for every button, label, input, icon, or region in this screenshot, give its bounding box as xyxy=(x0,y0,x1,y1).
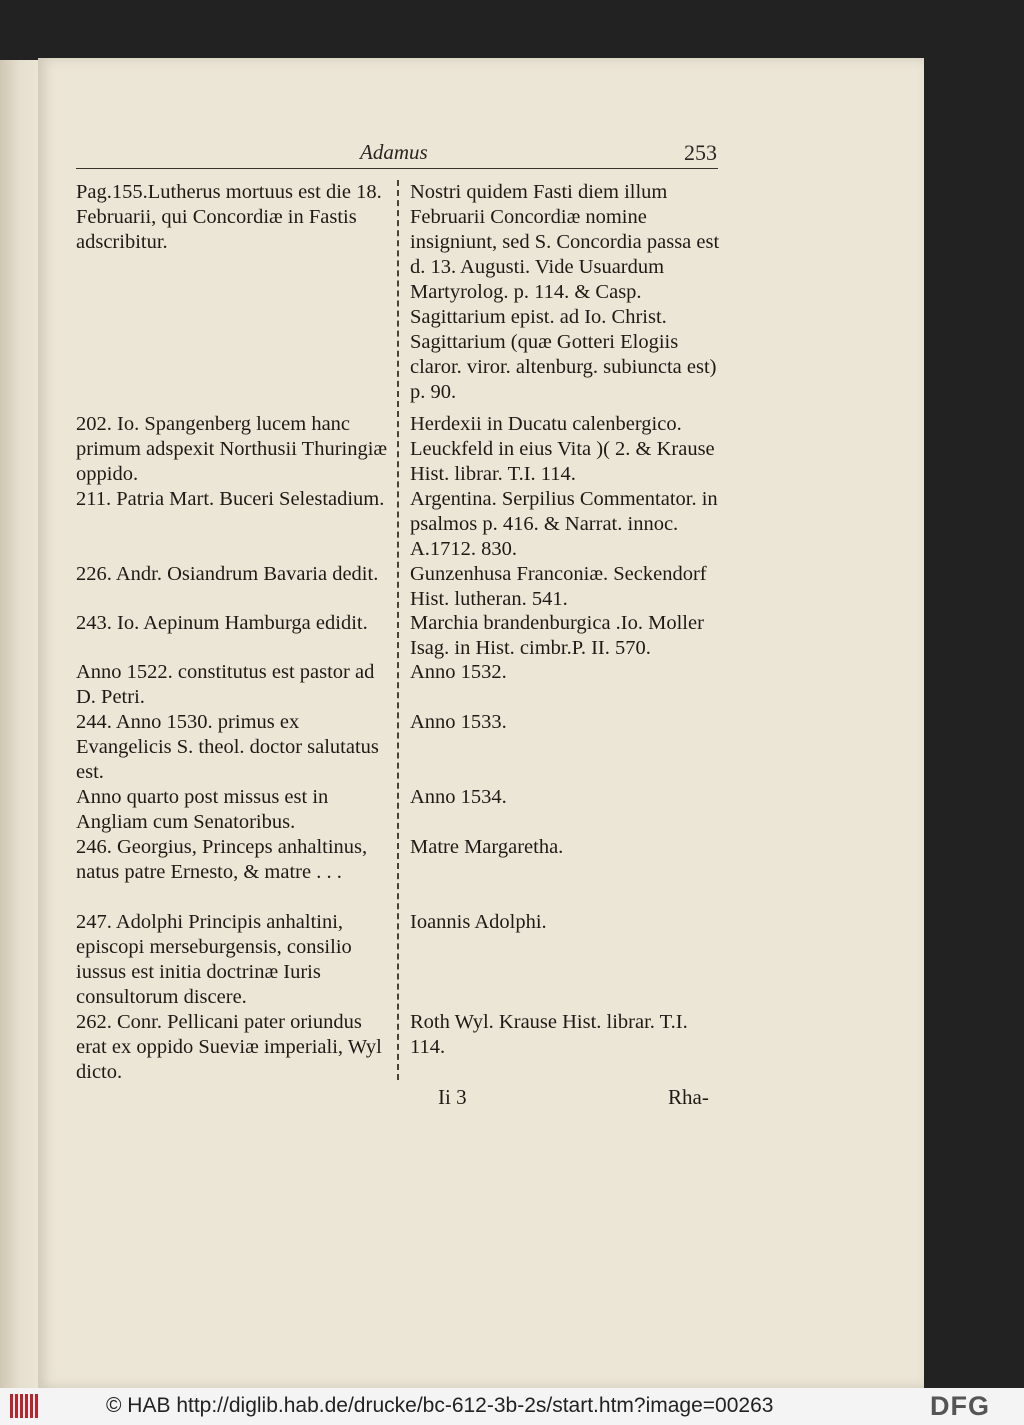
left-entry-9: 246. Georgius, Princeps anhaltinus, natus patre Ernesto, & matre . . . xyxy=(76,836,368,883)
dfg-logo: DFG xyxy=(930,1391,990,1421)
right-entry-9: Matre Margaretha. xyxy=(410,836,564,858)
right-entry-11: Roth Wyl. Krause Hist. librar. T.I. 114. xyxy=(410,1011,688,1058)
left-entry-4: 226. Andr. Osiandrum Bavaria dedit. xyxy=(76,563,379,585)
left-entry-5: 243. Io. Aepinum Hamburga edidit. xyxy=(76,612,368,634)
right-entry-10: Ioannis Adolphi. xyxy=(410,911,547,933)
left-entry-1: Pag.155.Lutherus mortuus est die 18. Februarii, qui Concordiæ in Fastis adscribitur. xyxy=(76,181,382,253)
right-entry-4: Gunzenhusa Franconiæ. Seckendorf Hist. lutheran. 541. xyxy=(410,563,707,610)
catchword: Rha- xyxy=(668,1085,709,1109)
library-logo-icon xyxy=(10,1394,40,1418)
signature-mark: Ii 3 xyxy=(438,1085,467,1109)
left-entry-3: 211. Patria Mart. Buceri Selestadium. xyxy=(76,488,385,510)
left-entry-11: 262. Conr. Pellicani pater oriundus erat ex oppido Sueviæ imperiali, Wyl dicto. xyxy=(76,1011,382,1083)
header-rule xyxy=(76,168,718,169)
running-head: Adamus xyxy=(360,140,428,164)
source-link[interactable]: © HAB http://diglib.hab.de/drucke/bc-612-3b-2s/start.htm?image=00263 xyxy=(106,1394,774,1417)
right-entry-7: Anno 1533. xyxy=(410,711,507,733)
left-entry-7: 244. Anno 1530. primus ex Evangelicis S. theol. doctor salutatus est. xyxy=(76,711,379,783)
left-entry-6: Anno 1522. constitutus est pastor ad D. Petri. xyxy=(76,661,375,708)
right-entry-5: Marchia brandenburgica .Io. Moller Isag. in Hist. cimbr.P. II. 570. xyxy=(410,612,704,659)
right-entry-2: Herdexii in Ducatu calenbergico. Leuckfeld in eius Vita )( 2. & Krause Hist. librar. T.I. 114. xyxy=(410,413,715,485)
column-divider xyxy=(397,180,399,1080)
left-entry-2: 202. Io. Spangenberg lucem hanc primum adspexit Northusii Thuringiæ oppido. xyxy=(76,413,388,485)
right-entry-1: Nostri quidem Fasti diem illum Februarii Concordiæ nomine insigniunt, sed S. Concordia passa est d. 13. Augusti. Vide Usuardum Martyrolog. p. 114. & Casp. Sagittarium epist. ad Io. Christ. Sagittarium (quæ Gotteri Elogiis claror. viror. altenburg. subiuncta est) p. 90. xyxy=(410,181,720,403)
previous-page-edge xyxy=(0,60,40,1388)
right-entry-6: Anno 1532. xyxy=(410,661,507,683)
right-entry-8: Anno 1534. xyxy=(410,786,507,808)
footer-bar xyxy=(0,1388,1024,1425)
right-entry-3: Argentina. Serpilius Commentator. in psalmos p. 416. & Narrat. innoc. A.1712. 830. xyxy=(410,488,718,560)
left-entry-10: 247. Adolphi Principis anhaltini, episcopi merseburgensis, consilio iussus est initia doctrinæ Iuris consultorum discere. xyxy=(76,911,352,1008)
left-entry-8: Anno quarto post missus est in Angliam cum Senatoribus. xyxy=(76,786,329,833)
page-number: 253 xyxy=(684,140,717,165)
